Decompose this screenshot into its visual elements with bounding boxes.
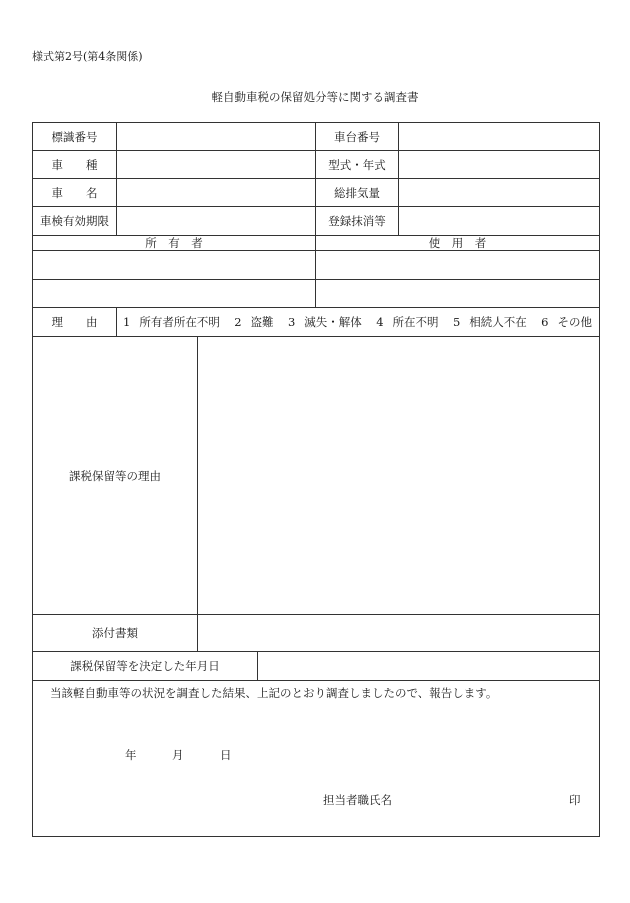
reason-label: 理 由 — [51, 315, 98, 329]
inspection-expiry-label: 車検有効期限 — [40, 214, 109, 228]
plate-number-label-cell — [32, 122, 117, 151]
inspection-expiry-label-cell — [32, 206, 117, 236]
seal-label: 印 — [569, 793, 581, 807]
owner-header-cell — [32, 235, 316, 251]
inspection-expiry-value-cell — [116, 206, 316, 236]
attachments-label: 添付書類 — [92, 626, 138, 640]
owner-address-cell — [32, 279, 316, 308]
attachments-value-cell — [197, 614, 600, 652]
owner-value-cell — [32, 250, 316, 280]
plate-number-value-cell — [116, 122, 316, 151]
owner-label: 所 有 者 — [145, 236, 203, 250]
decision-date-label: 課税保留等を決定した年月日 — [70, 659, 220, 673]
report-cell — [32, 680, 600, 837]
user-header-cell — [315, 235, 600, 251]
reason-option-number: 2 — [234, 315, 242, 329]
displacement-label-cell — [315, 178, 399, 207]
reason-option-number: 6 — [541, 315, 549, 329]
report-date-year: 年 — [125, 748, 137, 762]
reason-option-text: 盗難 — [250, 315, 274, 329]
chassis-number-value-cell — [398, 122, 600, 151]
reason-options — [123, 307, 592, 337]
reason-option — [123, 315, 220, 329]
document-title: 軽自動車税の保留処分等に関する調査書 — [211, 90, 419, 104]
reason-option — [234, 315, 273, 329]
reason-option-number: 3 — [287, 315, 296, 329]
user-address-cell — [315, 279, 600, 308]
attachments-label-cell — [32, 614, 198, 652]
reason-option-text: 滅失・解体 — [304, 315, 362, 329]
reason-option-number: 5 — [452, 315, 461, 329]
vehicle-type-label-cell — [32, 150, 117, 179]
registration-cancel-label-cell — [315, 206, 399, 236]
displacement-value-cell — [398, 178, 600, 207]
decision-date-value-cell — [257, 651, 600, 681]
reason-option — [541, 315, 592, 329]
reason-option — [288, 315, 362, 329]
reason-option-text: その他 — [557, 315, 592, 329]
reason-option-number: 1 — [123, 315, 131, 329]
reason-option-text: 所有者所在不明 — [139, 315, 220, 329]
vehicle-name-label: 車 名 — [51, 185, 98, 200]
reason-option-text: 所在不明 — [392, 315, 439, 329]
chassis-number-label-cell — [315, 122, 399, 151]
form-number: 様式第2号(第4条関係) — [32, 50, 143, 63]
report-date-month: 月 — [172, 748, 184, 762]
registration-cancel-label: 登録抹消等 — [328, 214, 386, 228]
registration-cancel-value-cell — [398, 206, 600, 236]
vehicle-type-value-cell — [116, 150, 316, 179]
reason-option — [453, 315, 527, 329]
deferral-reason-label: 課税保留等の理由 — [69, 468, 161, 483]
vehicle-type-label: 車 種 — [51, 157, 98, 172]
model-year-label-cell — [315, 150, 399, 179]
chassis-number-label: 車台番号 — [334, 129, 380, 144]
reason-option-text: 相続人不在 — [469, 315, 527, 329]
reason-option-number: 4 — [376, 315, 384, 329]
reason-option — [376, 315, 438, 329]
vehicle-name-value-cell — [116, 178, 316, 207]
deferral-reason-label-cell — [32, 336, 198, 615]
decision-date-label-cell — [32, 651, 258, 681]
deferral-reason-value-cell — [197, 336, 600, 615]
vehicle-name-label-cell — [32, 178, 117, 207]
model-year-label: 型式・年式 — [328, 157, 386, 172]
report-date-day: 日 — [220, 748, 232, 762]
user-label: 使 用 者 — [428, 236, 487, 250]
official-name-label: 担当者職氏名 — [323, 793, 392, 807]
reason-label-cell — [32, 307, 117, 337]
displacement-label: 総排気量 — [334, 185, 380, 200]
report-statement: 当該軽自動車等の状況を調査した結果、上記のとおり調査しましたので、報告します。 — [50, 686, 498, 700]
user-value-cell — [315, 250, 600, 280]
model-year-value-cell — [398, 150, 600, 179]
plate-number-label: 標識番号 — [51, 129, 98, 144]
